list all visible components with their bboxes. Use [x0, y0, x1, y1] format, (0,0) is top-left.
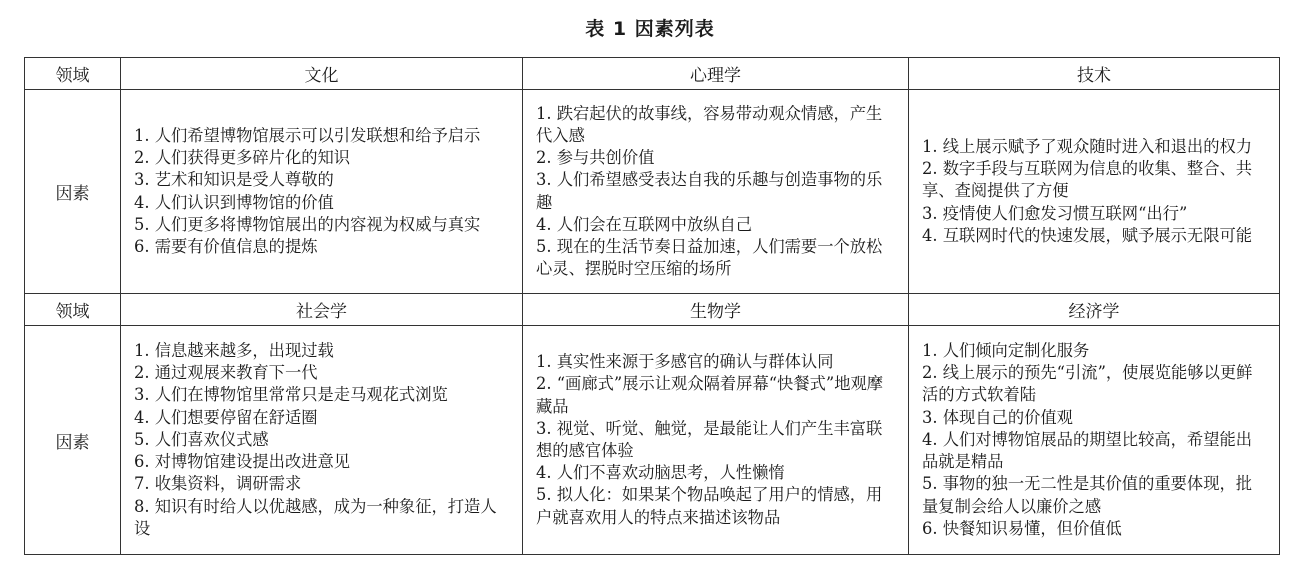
- table-caption: 表 1 因素列表: [585, 18, 715, 40]
- domain-economics: 经济学: [909, 294, 1280, 326]
- factors-row: [25, 326, 1280, 555]
- biology-factors: [523, 326, 909, 555]
- domain-row: [25, 58, 1280, 90]
- factor-item: 5. 现在的生活节奏日益加速，人们需要一个放松心灵、摆脱时空压缩的场所: [536, 236, 883, 279]
- factor-item: 2. 人们获得更多碎片化的知识: [134, 148, 351, 168]
- factor-item: 1. 跌宕起伏的故事线，容易带动观众情感，产生代入感: [536, 103, 883, 145]
- factor-item: 1. 人们希望博物馆展示可以引发联想和给予启示: [134, 125, 481, 145]
- factor-item: 5. 拟人化：如果某个物品唤起了用户的情感，用户就喜欢用人的特点来描述该物品: [536, 485, 883, 527]
- factor-list: [121, 125, 522, 258]
- domain-row: [25, 294, 1280, 326]
- domain-psychology: 心理学: [523, 58, 909, 90]
- factors-row: [25, 90, 1280, 294]
- factor-item: 6. 对博物馆建设提出改进意见: [134, 452, 351, 472]
- factor-list: [523, 351, 908, 529]
- factor-item: 4. 人们不喜欢动脑思考，人性懒惰: [536, 463, 785, 483]
- domain-sociology: 社会学: [121, 294, 523, 326]
- domain-label: 领域: [25, 294, 121, 326]
- factor-item: 1. 线上展示赋予了观众随时进入和退出的权力: [922, 136, 1253, 156]
- factor-item: 2. 数字手段与互联网为信息的收集、整合、共享、查阅提供了方便: [922, 159, 1253, 201]
- sociology-factors: [121, 326, 523, 555]
- factors-label: 因素: [25, 326, 121, 555]
- psychology-factors: [523, 90, 909, 294]
- factor-item: 3. 人们在博物馆里常常只是走马观花式浏览: [134, 385, 448, 405]
- domain-label: 领域: [25, 58, 121, 90]
- factor-item: 1. 信息越来越多，出现过载: [134, 341, 334, 361]
- factor-item: 2. 线上展示的预先“引流”，使展览能够以更鲜活的方式软着陆: [922, 363, 1253, 405]
- factors-table: [24, 57, 1280, 555]
- factor-item: 3. 疫情使人们愈发习惯互联网“出行”: [922, 203, 1188, 223]
- factor-item: 7. 收集资料，调研需求: [134, 474, 302, 494]
- factor-item: 3. 视觉、听觉、触觉，是最能让人们产生丰富联想的感官体验: [536, 418, 883, 460]
- factor-item: 5. 事物的独一无二性是其价值的重要体现，批量复制会给人以廉价之感: [922, 474, 1253, 516]
- technology-factors: [909, 90, 1280, 294]
- factor-item: 2. 通过观展来教育下一代: [134, 363, 318, 383]
- factor-item: 4. 互联网时代的快速发展，赋予展示无限可能: [922, 225, 1253, 245]
- factor-item: 3. 人们希望感受表达自我的乐趣与创造事物的乐趣: [536, 170, 883, 212]
- factor-list: [909, 340, 1279, 540]
- factor-list: [121, 340, 522, 540]
- factor-item: 5. 人们喜欢仪式感: [134, 429, 269, 449]
- domain-culture: 文化: [121, 58, 523, 90]
- domain-technology: 技术: [909, 58, 1280, 90]
- factors-label: 因素: [25, 90, 121, 294]
- factor-item: 3. 艺术和知识是受人尊敬的: [134, 170, 334, 190]
- factor-item: 6. 需要有价值信息的提炼: [134, 236, 318, 256]
- factor-item: 2. “画廊式”展示让观众隔着屏幕“快餐式”地观摩藏品: [536, 374, 884, 416]
- factor-list: [523, 103, 908, 281]
- domain-biology: 生物学: [523, 294, 909, 326]
- factor-item: 4. 人们想要停留在舒适圈: [134, 407, 318, 427]
- factor-item: 4. 人们会在互联网中放纵自己: [536, 214, 753, 234]
- factor-item: 3. 体现自己的价值观: [922, 407, 1073, 427]
- factor-item: 4. 人们认识到博物馆的价值: [134, 192, 334, 212]
- factor-item: 5. 人们更多将博物馆展出的内容视为权威与真实: [134, 214, 481, 234]
- factor-item: 2. 参与共创价值: [536, 148, 655, 168]
- economics-factors: [909, 326, 1280, 555]
- factor-item: 4. 人们对博物馆展品的期望比较高，希望能出品就是精品: [922, 429, 1253, 472]
- factor-list: [909, 136, 1279, 247]
- factor-item: 1. 人们倾向定制化服务: [922, 341, 1090, 361]
- factor-item: 1. 真实性来源于多感官的确认与群体认同: [536, 352, 834, 372]
- culture-factors: [121, 90, 523, 294]
- factor-item: 6. 快餐知识易懂，但价值低: [922, 518, 1122, 538]
- factor-item: 8. 知识有时给人以优越感，成为一种象征，打造人设: [134, 496, 497, 538]
